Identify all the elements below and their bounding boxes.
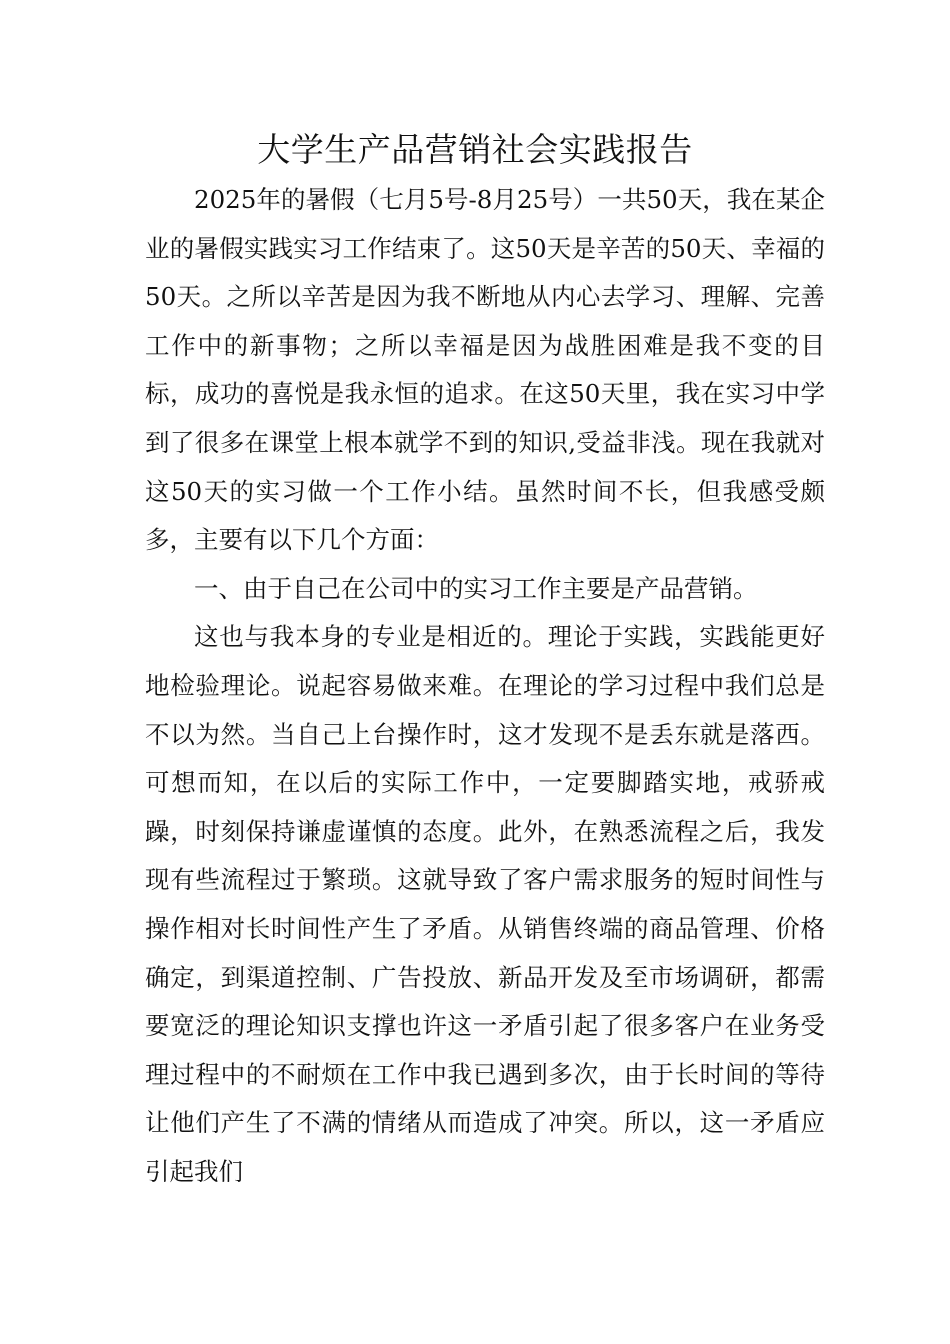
paragraph-section-one-body: 这也与我本身的专业是相近的。理论于实践，实践能更好地检验理论。说起容易做来难。在理论的学习过程中我们总是不以为然。当自己上台操作时，这才发现不是丢东就是落西。可想而知，在以后的实际工作中，一定要脚踏实地，戒骄戒躁，时刻保持谦虚谨慎的态度。此外，在熟悉流程之后，我发现有些流程过于繁琐。这就导致了客户需求服务的短时间性与操作相对长时间性产生了矛盾。从销售终端的商品管理、价格确定，到渠道控制、广告投放、新品开发及至市场调研，都需要宽泛的理论知识支撑也许这一矛盾引起了很多客户在业务受理过程中的不耐烦在工作中我已遇到多次，由于长时间的等待让他们产生了不满的情绪从而造成了冲突。所以，这一矛盾应引起我们 (145, 622, 825, 1186)
paragraph-intro: 2025年的暑假（七月5号-8月25号）一共50天，我在某企业的暑假实践实习工作结束了。这50天是辛苦的50天、幸福的50天。之所以辛苦是因为我不断地从内心去学习、理解、完善工作中的新事物；之所以幸福是因为战胜困难是我不变的目标，成功的喜悦是我永恒的追求。在这50天里，我在实习中学到了很多在课堂上根本就学不到的知识,受益非浅。现在我就对这50天的实习做一个工作小结。虽然时间不长，但我感受颇多，主要有以下几个方面： (145, 185, 825, 555)
document-title: 大学生产品营销社会实践报告 (257, 130, 693, 169)
document-body (145, 176, 825, 1196)
paragraph-section-one-heading: 一、由于自己在公司中的实习工作主要是产品营销。 (194, 573, 758, 603)
